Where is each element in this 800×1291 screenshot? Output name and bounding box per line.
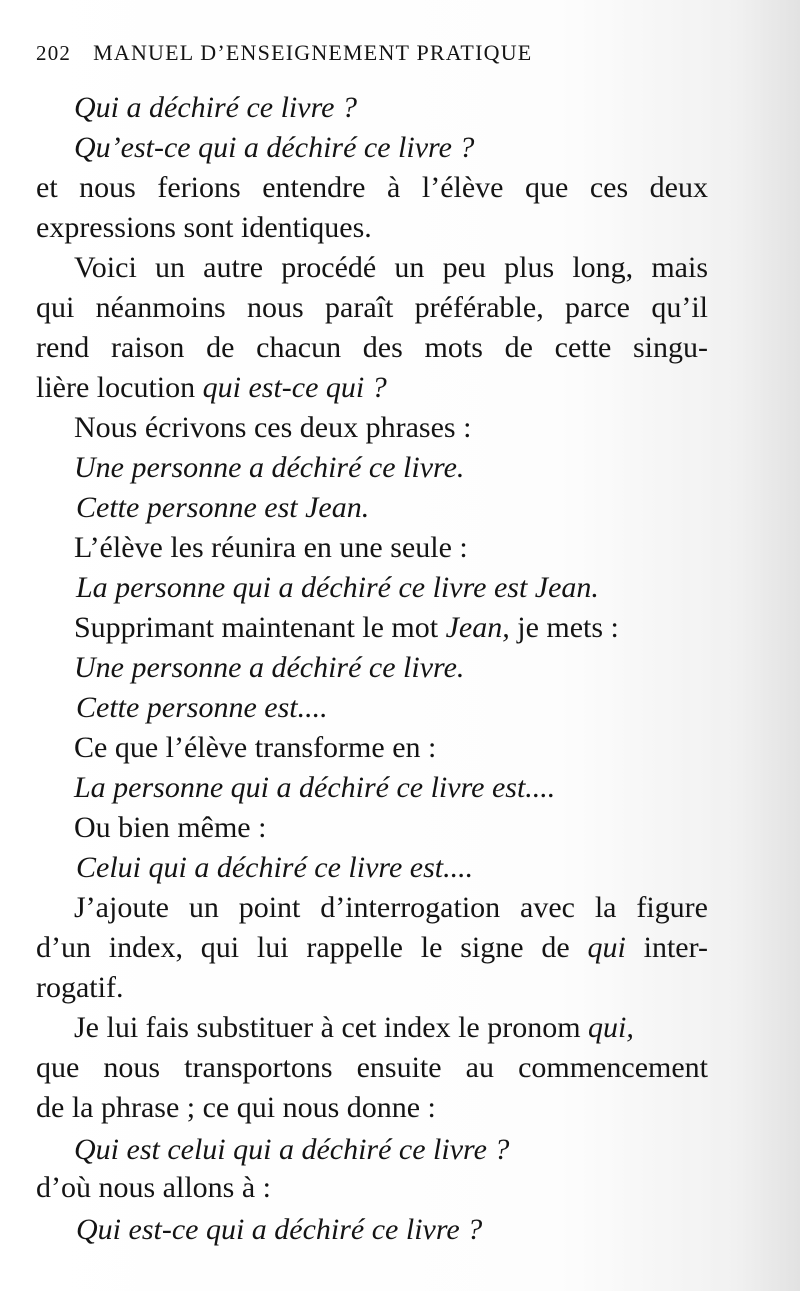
text-line [36, 1168, 271, 1208]
text-line [76, 1210, 482, 1250]
text-span: qui, [588, 1011, 634, 1044]
text-span: qui [587, 931, 626, 964]
text-span: La personne qui a déchiré ce livre est Jean. [76, 571, 599, 604]
text-line [74, 768, 555, 808]
text-line [74, 448, 464, 488]
text-span: Nous écrivons ces deux phrases : [74, 411, 472, 444]
text-span: Cette personne est Jean. [76, 491, 370, 524]
text-line [74, 608, 619, 648]
text-span: Je lui fais substituer à cet index le pronom [74, 1011, 589, 1044]
text-span: qui est-ce qui ? [202, 371, 387, 404]
text-span: qui néanmoins nous paraît préférable, parce qu’il [36, 291, 708, 324]
text-span: inter- [625, 931, 708, 964]
text-span: Une personne a déchiré ce livre. [74, 451, 465, 484]
text-span: Cette personne est.... [76, 691, 328, 724]
text-line [36, 968, 123, 1008]
text-span: Qui est celui qui a déchiré ce livre ? [74, 1133, 510, 1166]
text-line [76, 488, 369, 528]
text-span: et nous ferions entendre à l’élève que ces deux [36, 171, 708, 204]
text-line [36, 1048, 708, 1088]
text-span: L’élève les réunira en une seule : [74, 531, 468, 564]
text-line [74, 1008, 634, 1048]
text-span: je mets : [509, 611, 619, 644]
running-title: MANUEL D’ENSEIGNEMENT PRATIQUE [93, 40, 533, 65]
text-line [36, 168, 708, 208]
text-span: Voici un autre procédé un peu plus long, mais [74, 251, 708, 284]
text-line [74, 728, 436, 768]
text-span: que nous transportons ensuite au commencement [36, 1051, 708, 1084]
running-head [36, 40, 736, 66]
text-line [74, 888, 708, 928]
text-span: d’où nous allons à : [36, 1171, 271, 1204]
text-span: rend raison de chacun des mots de cette singu- [36, 331, 708, 364]
text-line [74, 408, 471, 448]
text-span: Qu’est-ce qui a déchiré ce livre ? [74, 131, 475, 164]
text-line [76, 688, 328, 728]
text-line [74, 1130, 509, 1170]
text-line [74, 88, 357, 128]
text-line [36, 928, 708, 968]
text-line [36, 1088, 436, 1128]
text-line [36, 288, 708, 328]
text-line [74, 808, 266, 848]
text-span: Ce que l’élève transforme en : [74, 731, 437, 764]
text-line [36, 328, 708, 368]
text-span: rogatif. [36, 971, 124, 1004]
text-span: Celui qui a déchiré ce livre est.... [76, 851, 474, 884]
text-line [74, 248, 708, 288]
text-span: Jean, [445, 611, 510, 644]
text-line [76, 848, 473, 888]
text-span: J’ajoute un point d’interrogation avec la figure [74, 891, 708, 924]
text-span: Une personne a déchiré ce livre. [74, 651, 465, 684]
text-line [76, 568, 599, 608]
text-span: Qui est-ce qui a déchiré ce livre ? [76, 1213, 483, 1246]
text-span: lière locution [36, 371, 203, 404]
text-span: Qui a déchiré ce livre ? [74, 91, 357, 124]
text-span: Ou bien même : [74, 811, 267, 844]
text-span: de la phrase ; ce qui nous donne : [36, 1091, 436, 1124]
text-line [74, 648, 464, 688]
text-line [74, 128, 474, 168]
text-line [36, 208, 372, 248]
text-span: d’un index, qui lui rappelle le signe de [36, 931, 588, 964]
text-line [36, 368, 387, 408]
page-number: 202 [36, 41, 72, 65]
text-span: Supprimant maintenant le mot [74, 611, 446, 644]
text-span: expressions sont identiques. [36, 211, 372, 244]
text-span: La personne qui a déchiré ce livre est.... [74, 771, 556, 804]
text-line [74, 528, 468, 568]
